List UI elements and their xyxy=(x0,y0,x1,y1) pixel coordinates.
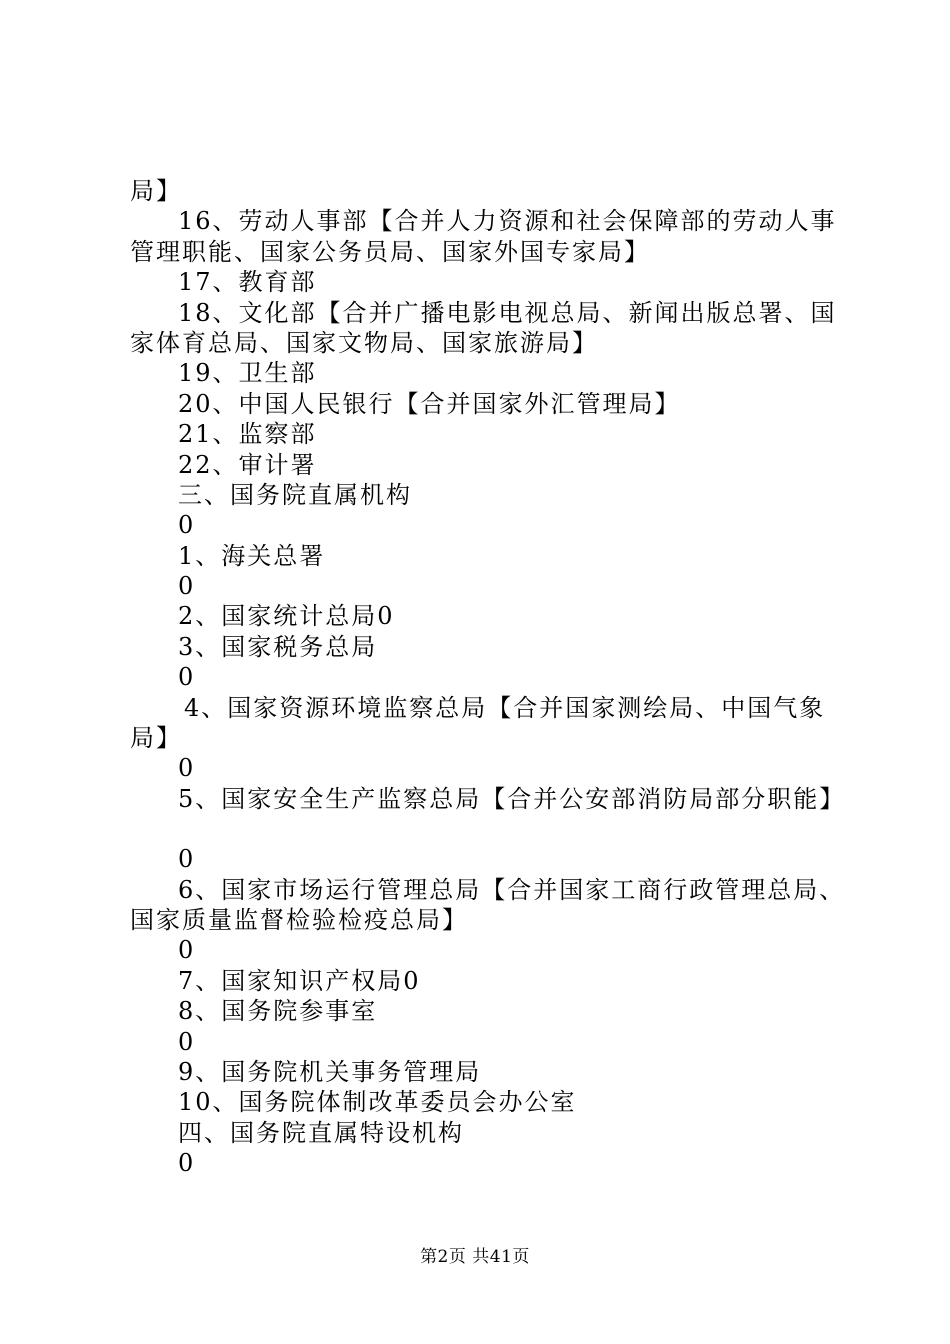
text-line: 10、国务院体制改革委员会办公室 xyxy=(178,1088,577,1117)
text-line: 0 xyxy=(178,1149,196,1178)
text-line: 0 xyxy=(178,511,196,540)
text-line: 0 xyxy=(178,1027,196,1056)
blank-line xyxy=(130,814,830,844)
text-line: 17、教育部 xyxy=(178,268,317,297)
text-line: 家体育总局、国家文物局、国家旅游局】 xyxy=(130,328,598,357)
text-line: 4、国家资源环境监察总局【合并国家测绘局、中国气象 xyxy=(184,693,826,722)
text-line: 0 xyxy=(178,845,196,874)
text-line: 8、国务院参事室 xyxy=(178,997,378,1026)
text-line: 局】 xyxy=(130,177,182,205)
text-line: 7、国家知识产权局0 xyxy=(178,966,421,995)
section-heading: 四、国务院直属特设机构 xyxy=(178,1118,464,1147)
text-line: 22、审计署 xyxy=(178,450,317,479)
text-line: 20、中国人民银行【合并国家外汇管理局】 xyxy=(178,389,681,418)
text-line: 1、海关总署 xyxy=(178,541,326,570)
text-line: 3、国家税务总局 xyxy=(178,632,378,661)
page-footer: 第2页 共41页 xyxy=(420,1247,530,1267)
text-line: 管理职能、国家公务员局、国家外国专家局】 xyxy=(130,237,650,266)
text-line: 5、国家安全生产监察总局【合并公安部消防局部分职能】 xyxy=(178,784,846,813)
text-line: 国家质量监督检验检疫总局】 xyxy=(130,905,468,934)
text-line: 18、文化部【合并广播电影电视总局、新闻出版总署、国 xyxy=(178,298,837,327)
text-line: 2、国家统计总局0 xyxy=(178,602,395,631)
text-line: 局】 xyxy=(130,724,182,753)
document-body xyxy=(130,176,846,1179)
text-line: 9、国务院机关事务管理局 xyxy=(178,1057,482,1086)
text-line: 0 xyxy=(178,663,196,692)
text-line: 21、监察部 xyxy=(178,420,317,449)
text-line: 16、劳动人事部【合并人力资源和社会保障部的劳动人事 xyxy=(178,207,837,236)
text-line: 6、国家市场运行管理总局【合并国家工商行政管理总局、 xyxy=(178,875,846,904)
text-line: 0 xyxy=(178,754,196,783)
text-line: 19、卫生部 xyxy=(178,359,317,388)
text-line: 0 xyxy=(178,572,196,601)
text-line: 0 xyxy=(178,936,196,965)
section-heading: 三、国务院直属机构 xyxy=(178,480,412,509)
